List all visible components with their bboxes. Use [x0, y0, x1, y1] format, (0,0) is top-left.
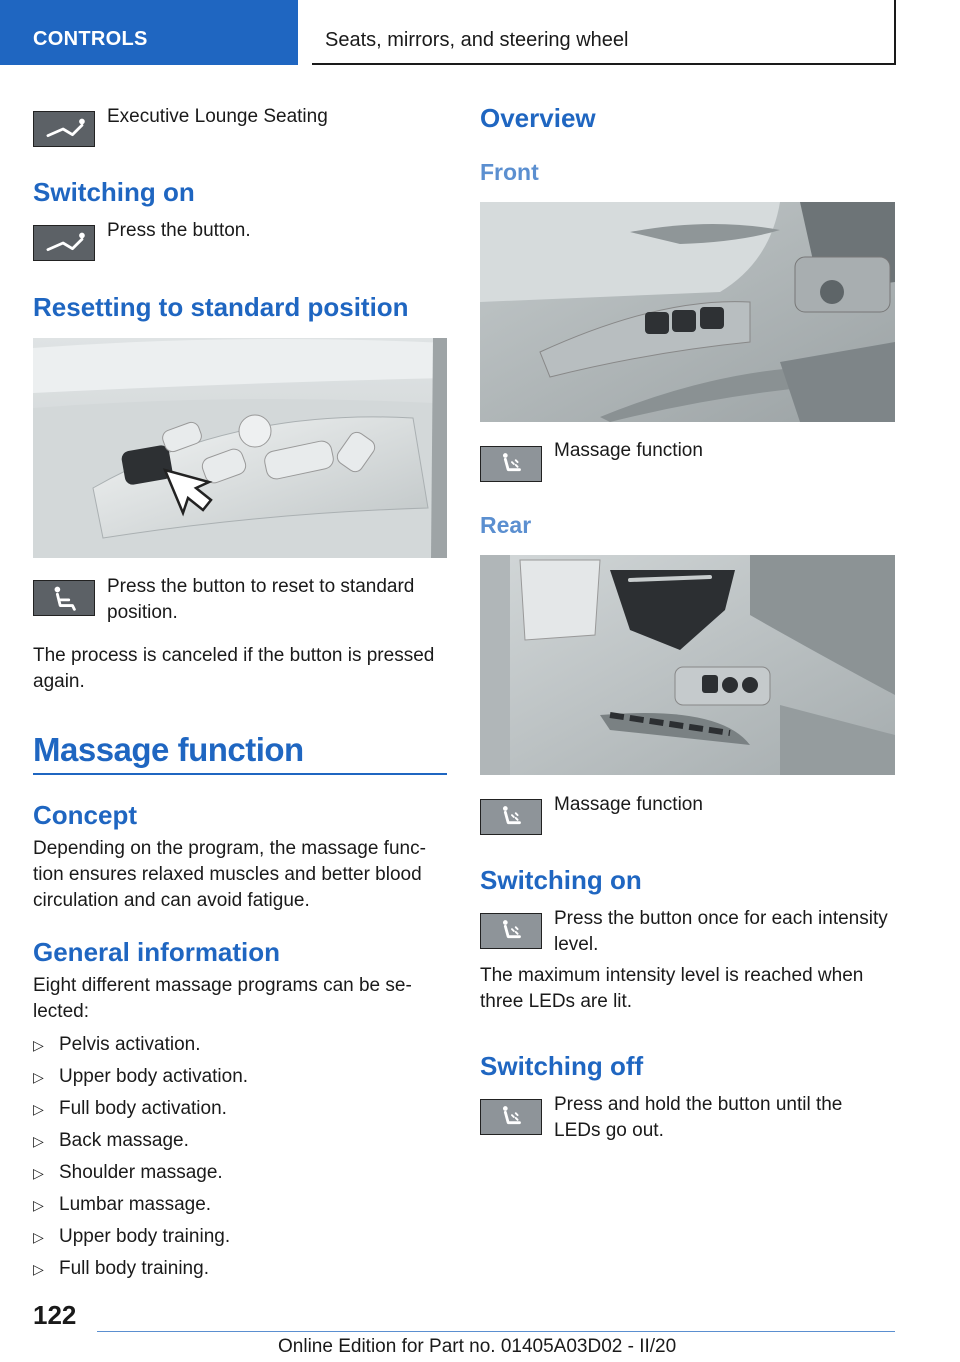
concept-text: Depending on the program, the massage func-tion ensures relaxed muscles and better blood circulation and can avoid fatigue. [33, 838, 426, 911]
max-intensity-text: The maximum intensity level is reached when three LEDs are lit. [480, 965, 864, 1012]
overview-heading: Overview [480, 103, 596, 133]
list-item: ▷ Pelvis activation. [33, 1032, 201, 1058]
seat-reset-icon [33, 580, 95, 616]
triangle-bullet-icon: ▷ [33, 1069, 44, 1085]
list-item: ▷ Shoulder massage. [33, 1160, 223, 1186]
list-item: ▷ Upper body training. [33, 1224, 230, 1250]
seat-control-photo [33, 338, 447, 558]
list-item: ▷ Full body training. [33, 1256, 209, 1282]
chapter-header [312, 0, 896, 65]
triangle-bullet-icon: ▷ [33, 1101, 44, 1117]
chapter-title: Seats, mirrors, and steering wheel [325, 29, 629, 51]
page-number: 122 [33, 1300, 77, 1330]
list-item: ▷ Lumbar massage. [33, 1192, 211, 1218]
section-title: CONTROLS [33, 28, 148, 50]
triangle-bullet-icon: ▷ [33, 1197, 44, 1213]
footer-rule [97, 1331, 895, 1332]
lounge-seat-icon [33, 225, 95, 261]
rear-massage-label: Massage function [554, 794, 703, 815]
switching-on-heading-right: Switching on [480, 865, 642, 895]
lounge-seat-icon [33, 111, 95, 147]
list-item: ▷ Full body activation. [33, 1096, 227, 1122]
triangle-bullet-icon: ▷ [33, 1165, 44, 1181]
switching-on-right-text: Press the button once for each intensity level. [554, 908, 888, 955]
cancel-text: The process is canceled if the button is pressed again. [33, 645, 435, 692]
front-massage-label: Massage function [554, 440, 703, 461]
reset-text: Press the button to reset to standard position. [107, 576, 415, 623]
switching-on-text: Press the button. [107, 220, 251, 241]
rear-heading: Rear [480, 512, 532, 538]
triangle-bullet-icon: ▷ [33, 1261, 44, 1277]
massage-seat-icon [480, 446, 542, 482]
triangle-bullet-icon: ▷ [33, 1229, 44, 1245]
section-rule [33, 773, 447, 775]
massage-seat-icon [480, 799, 542, 835]
general-heading: General information [33, 937, 281, 967]
edition-note: Online Edition for Part no. 01405A03D02 - II/20 [278, 1336, 677, 1357]
front-heading: Front [480, 159, 539, 185]
massage-seat-icon [480, 1099, 542, 1135]
concept-heading: Concept [33, 800, 137, 830]
exec-lounge-label: Executive Lounge Seating [107, 106, 328, 127]
switching-on-heading: Switching on [33, 177, 195, 207]
section-tab [0, 0, 298, 65]
reset-heading: Resetting to standard position [33, 292, 409, 322]
switching-off-heading: Switching off [480, 1051, 644, 1081]
massage-heading: Massage function [33, 731, 304, 768]
triangle-bullet-icon: ▷ [33, 1133, 44, 1149]
switching-off-text: Press and hold the button until the LEDs go out. [554, 1094, 843, 1141]
triangle-bullet-icon: ▷ [33, 1037, 44, 1053]
list-item: ▷ Upper body activation. [33, 1064, 248, 1090]
massage-seat-icon [480, 913, 542, 949]
general-text: Eight different massage programs can be se-lected: [33, 975, 412, 1022]
list-item: ▷ Back massage. [33, 1128, 189, 1154]
front-door-photo [480, 202, 895, 422]
rear-door-photo [480, 555, 895, 775]
